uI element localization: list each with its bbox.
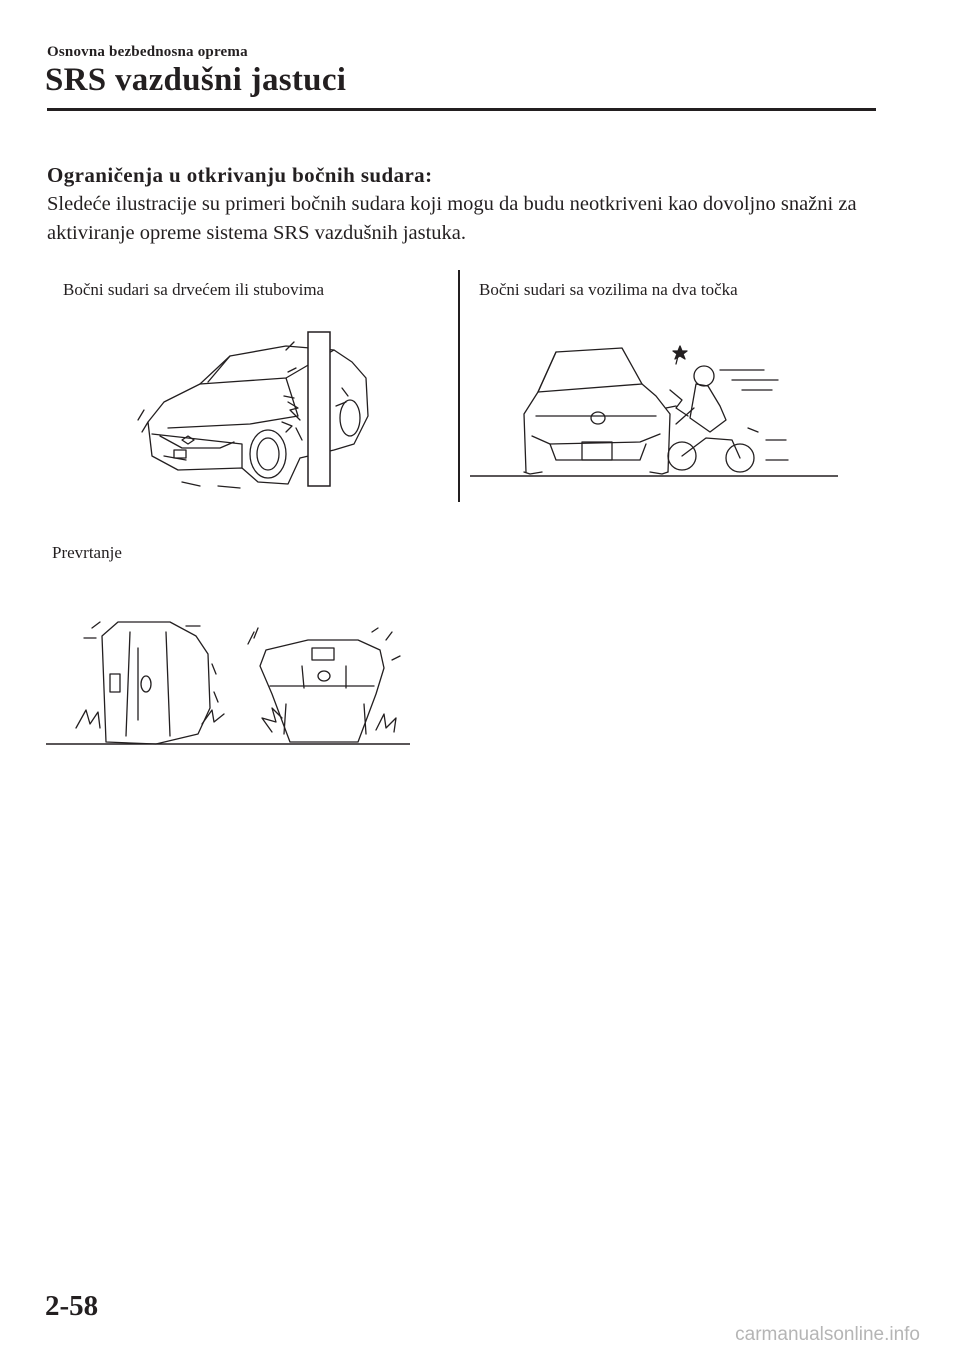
column-divider: [458, 270, 460, 502]
intro-paragraph: Sledeće ilustracije su primeri bočnih sudara koji mogu da budu neotkriveni kao dovoljno snažni za aktiviranje opreme sistema SRS vazdušnih jastuka.: [47, 193, 857, 244]
page-title: SRS vazdušni jastuci: [45, 62, 347, 98]
two-wheeler-collision-illustration: [470, 336, 838, 484]
title-rule: [47, 108, 876, 111]
subheading: Ograničenja u otkrivanju bočnih sudara:: [47, 163, 433, 187]
figure-caption-two-wheeler-collision: Bočni sudari sa vozilima na dva točka: [479, 280, 738, 299]
watermark: carmanualsonline.info: [735, 1324, 920, 1345]
section-label: Osnovna bezbednosna oprema: [47, 44, 248, 60]
figure-caption-pole-collision: Bočni sudari sa drvećem ili stubovima: [63, 280, 325, 299]
rollover-illustration: [46, 604, 410, 748]
page-number: 2-58: [45, 1290, 99, 1322]
pole-collision-illustration: [138, 332, 370, 494]
figure-caption-rollover: Prevrtanje: [52, 543, 122, 562]
